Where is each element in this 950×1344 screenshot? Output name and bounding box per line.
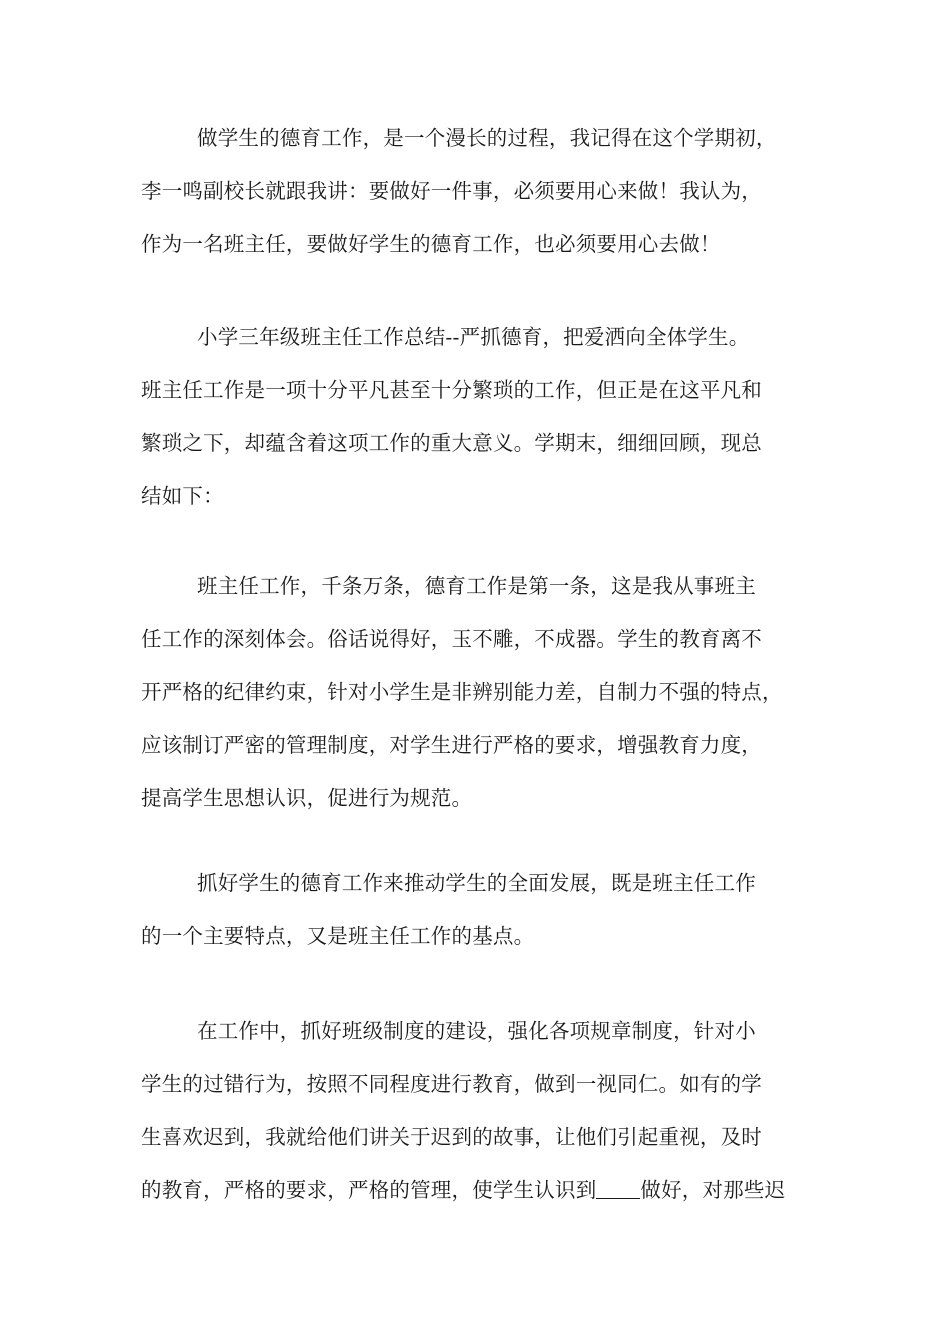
text-line: 应该制订严密的管理制度，对学生进行严格的要求，增强教育力度， — [141, 733, 762, 757]
text-line: 在工作中，抓好班级制度的建设，强化各项规章制度，针对小 — [197, 1019, 756, 1043]
text-line: 开严格的纪律约束，针对小学生是非辨别能力差，自制力不强的特点， — [141, 680, 783, 704]
text-line: 任工作的深刻体会。俗话说得好，玉不雕，不成器。学生的教育离不 — [141, 627, 762, 651]
paragraph-5 — [141, 1005, 821, 1217]
text-line: 生喜欢迟到，我就给他们讲关于迟到的故事，让他们引起重视，及时 — [141, 1125, 762, 1149]
paragraph-3 — [141, 560, 821, 825]
text-line: 抓好学生的德育工作来推动学生的全面发展，既是班主任工作 — [197, 871, 756, 895]
text-line: 班主任工作，千条万条，德育工作是第一条，这是我从事班主 — [197, 574, 756, 598]
text-line: 作为一名班主任，要做好学生的德育工作，也必须要用心去做！ — [141, 232, 721, 256]
text-segment: 做好，对那些迟 — [640, 1178, 786, 1202]
text-line: 学生的过错行为，按照不同程度进行教育，做到一视同仁。如有的学 — [141, 1072, 762, 1096]
paragraph-1 — [141, 112, 821, 271]
text-line: 繁琐之下，却蕴含着这项工作的重大意义。学期末，细细回顾，现总 — [141, 431, 762, 455]
text-line: 做学生的德育工作，是一个漫长的过程，我记得在这个学期初， — [197, 126, 777, 150]
text-line: 提高学生思想认识，促进行为规范。 — [141, 786, 473, 810]
text-line: 李一鸣副校长就跟我讲：要做好一件事，必须要用心来做！我认为， — [141, 179, 762, 203]
text-line — [141, 1164, 821, 1217]
fill-in-blank — [596, 1180, 640, 1199]
text-line: 班主任工作是一项十分平凡甚至十分繁琐的工作，但正是在这平凡和 — [141, 378, 762, 402]
text-line: 小学三年级班主任工作总结--严抓德育，把爱洒向全体学生。 — [197, 325, 750, 349]
text-segment: 的教育，严格的要求，严格的管理，使学生认识到 — [141, 1178, 597, 1202]
paragraph-2 — [141, 311, 821, 523]
text-line: 的一个主要特点，又是班主任工作的基点。 — [141, 924, 535, 948]
paragraph-4 — [141, 857, 821, 963]
text-line: 结如下： — [141, 484, 224, 508]
